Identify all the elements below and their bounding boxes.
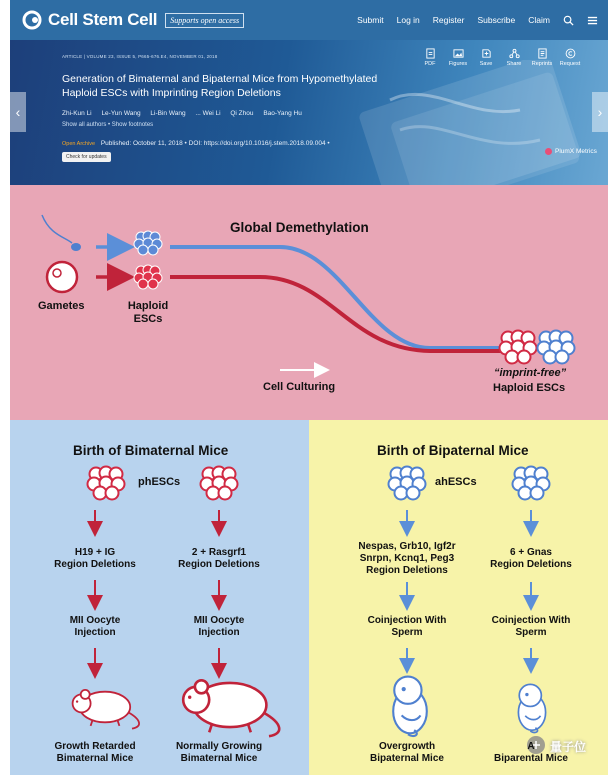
bimaternal-title: Birth of Bimaternal Mice	[73, 443, 229, 458]
share-button[interactable]: Share	[506, 48, 522, 67]
copyright-icon	[565, 48, 576, 59]
embryo-large	[393, 677, 427, 736]
graphical-abstract-drawing	[10, 185, 608, 775]
article-toolbar	[422, 48, 581, 67]
save-button[interactable]: Save	[478, 48, 494, 67]
pdf-icon	[425, 48, 436, 59]
publication-line	[62, 140, 330, 147]
article-meta: ARTICLE | VOLUME 23, ISSUE 5, P665-676.E4, NOVEMBER 01, 2018	[62, 54, 218, 59]
author-list	[62, 110, 310, 117]
ahesc-cell-right	[513, 467, 550, 500]
phescs-label: phESCs	[138, 476, 181, 488]
share-icon	[509, 48, 520, 59]
nav-login[interactable]: Log in	[396, 15, 420, 25]
haploid-escs-label: Haploid ESCs	[127, 300, 169, 325]
sperm-head	[71, 243, 81, 251]
nav-register[interactable]: Register	[432, 15, 465, 25]
plumx-metrics-link[interactable]: PlumX Metrics	[545, 148, 597, 155]
global-demethylation-title: Global Demethylation	[230, 220, 369, 235]
bipaternal-left-result: Overgrowth Bipaternal Mice	[370, 741, 444, 764]
journal-logo-text: Cell Stem Cell	[48, 10, 158, 29]
graphical-abstract	[10, 185, 608, 775]
cell-culturing-label: Cell Culturing	[263, 381, 336, 393]
chevron-left-icon: ‹	[15, 104, 21, 120]
request-button[interactable]: Request	[562, 48, 578, 67]
author-name[interactable]: Le-Yun Wang	[101, 110, 141, 117]
journal-header	[10, 0, 608, 40]
author-name[interactable]: Bao-Yang Hu	[263, 110, 302, 117]
nav-claim[interactable]: Claim	[528, 15, 550, 25]
pdf-button[interactable]: PDF	[422, 48, 438, 67]
menu-icon[interactable]	[587, 15, 598, 26]
nav-subscribe[interactable]: Subscribe	[477, 15, 516, 25]
gametes-label: Gametes	[38, 300, 85, 312]
save-icon	[481, 48, 492, 59]
figures-button[interactable]: Figures	[450, 48, 466, 67]
bipaternal-panel	[309, 420, 608, 775]
bipaternal-left-step1: Nespas, Grb10, Igf2r Snrpn, Kcnq1, Peg3 Region Deletions	[358, 541, 456, 576]
top-nav	[357, 15, 598, 26]
check-for-updates-button[interactable]: Check for updates	[62, 152, 111, 162]
author-name[interactable]: Qi Zhou	[230, 110, 254, 117]
bipaternal-right-step1: 6 + Gnas Region Deletions	[490, 547, 572, 570]
show-authors-link[interactable]: Show all authors • Show footnotes	[62, 122, 154, 128]
nav-submit[interactable]: Submit	[357, 15, 384, 25]
author-name[interactable]: ... Wei Li	[195, 110, 221, 117]
carousel-prev-button[interactable]	[10, 92, 26, 132]
reprints-icon	[537, 48, 548, 59]
bimaternal-left-step2: MII Oocyte Injection	[69, 615, 121, 638]
chevron-right-icon: ›	[597, 104, 603, 120]
imprint-free-label: “imprint-free”	[494, 367, 567, 379]
imprint-free-haploid-label: Haploid ESCs	[493, 382, 566, 394]
carousel-next-button[interactable]	[592, 92, 608, 132]
bimaternal-left-step1: H19 + IG Region Deletions	[54, 547, 136, 570]
open-archive-label: Open Archive	[62, 141, 96, 147]
bimaternal-right-step2: MII Oocyte Injection	[193, 615, 245, 638]
search-icon[interactable]	[563, 15, 574, 26]
haploid-cell-blue	[134, 231, 162, 255]
reprints-button[interactable]: Reprints	[534, 48, 550, 67]
haploid-cell-red	[134, 265, 162, 289]
published-doi[interactable]: Published: October 11, 2018 • DOI: https://doi.org/10.1016/j.stem.2018.09.004 •	[100, 140, 330, 147]
bipaternal-left-step2: Coinjection With Sperm	[367, 615, 447, 638]
bimaternal-right-result: Normally Growing Bimaternal Mice	[175, 741, 263, 764]
image-icon	[453, 48, 464, 59]
imprint-free-cell-blue	[538, 331, 575, 364]
cell-logo-icon	[22, 10, 42, 30]
plumx-icon	[545, 148, 552, 155]
ahesc-cell-left	[389, 467, 426, 500]
bimaternal-left-result: Growth Retarded Bimaternal Mice	[54, 741, 136, 764]
article-hero	[10, 40, 608, 185]
imprint-free-cell-red	[500, 331, 537, 364]
phesc-cell-right	[201, 467, 238, 500]
watermark-text: 量子位	[550, 740, 587, 754]
bimaternal-panel	[10, 420, 309, 775]
bimaternal-right-step1: 2 + Rasgrf1 Region Deletions	[178, 547, 260, 570]
article-title: Generation of Bimaternal and Bipaternal Mice from Hypomethylated Haploid ESCs with Imprinting Region Deletions	[62, 73, 378, 99]
bipaternal-right-result: A Biparental Mice	[494, 741, 568, 764]
journal-logo[interactable]	[22, 10, 157, 30]
supports-open-access-badge[interactable]: Supports open access	[165, 13, 244, 28]
phesc-cell-left	[88, 467, 125, 500]
bipaternal-title: Birth of Bipaternal Mice	[377, 443, 529, 458]
author-name[interactable]: Li-Bin Wang	[150, 110, 186, 117]
ahescs-label: ahESCs	[435, 476, 477, 488]
embryo-small	[518, 684, 545, 732]
oocyte	[47, 262, 77, 292]
bipaternal-right-step2: Coinjection With Sperm	[491, 615, 571, 638]
author-name[interactable]: Zhi-Kun Li	[62, 110, 92, 117]
